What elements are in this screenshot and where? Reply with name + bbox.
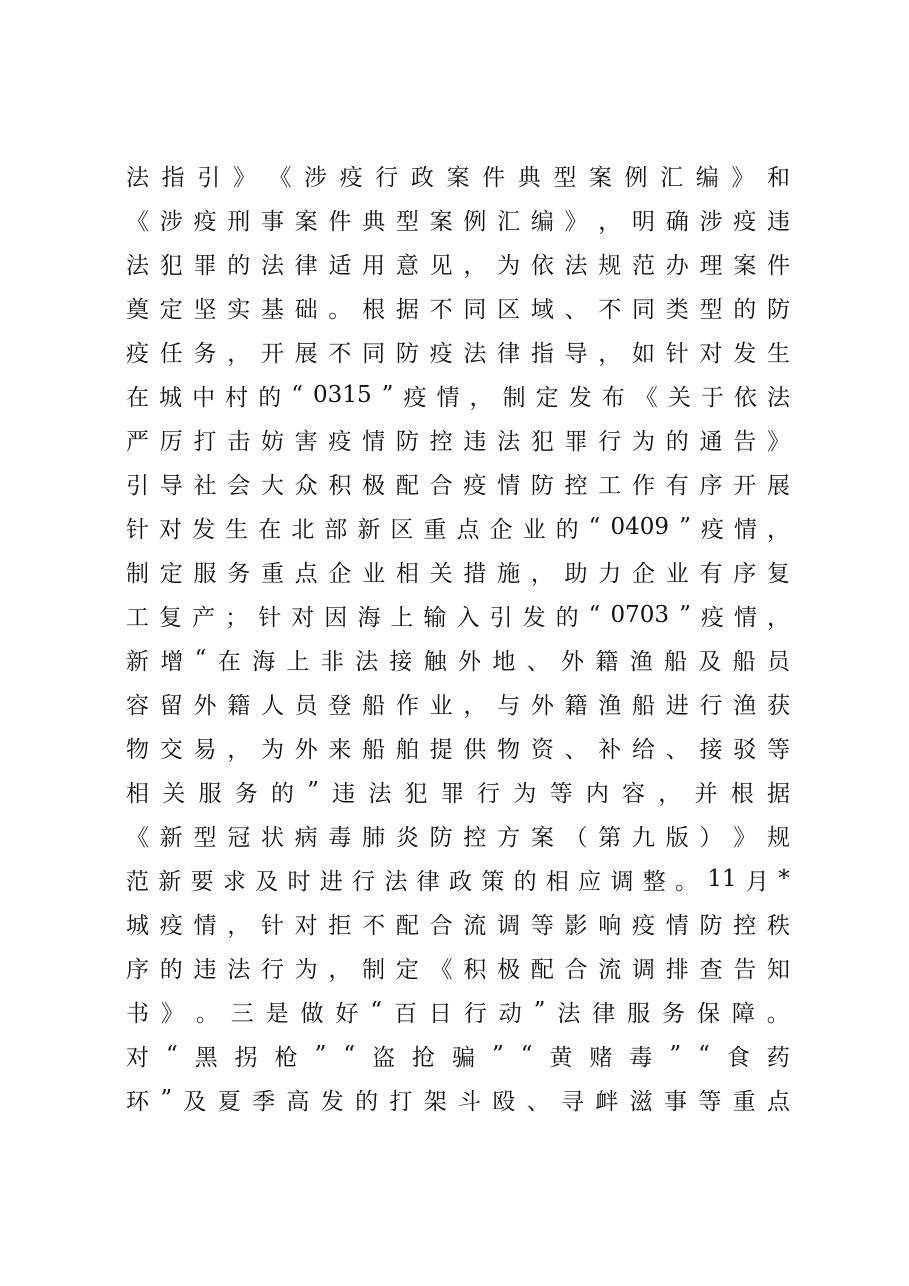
text-line: 城 疫 情 ， 针 对 拒 不 配 合 流 调 等 影 响 疫 情 防 控 秩 xyxy=(126,912,790,939)
body-text xyxy=(126,153,790,1121)
text-line: 新 增 “ 在 海 上 非 法 接 触 外 地 、 外 籍 渔 船 及 船 员 xyxy=(126,646,790,675)
text-line: 《 新 型 冠 状 病 毒 肺 炎 防 控 方 案 （ 第 九 版 ） 》 规 xyxy=(126,824,790,851)
text-line: 范 新 要 求 及 时 进 行 法 律 政 策 的 相 应 调 整 。 11 月 * xyxy=(126,866,790,895)
text-line: 引 导 社 会 大 众 积 极 配 合 疫 情 防 控 工 作 有 序 开 展 xyxy=(126,472,790,499)
text-line: 对 “ 黑 拐 枪 ” “ 盗 抢 骗 ” “ 黄 赌 毒 ” “ 食 药 xyxy=(126,1042,790,1071)
text-line: 《 涉 疫 刑 事 案 件 典 型 案 例 汇 编 》 ， 明 确 涉 疫 违 xyxy=(126,208,790,235)
text-line: 工 复 产 ； 针 对 因 海 上 输 入 引 发 的 “ 0703 ” 疫 情 ， xyxy=(126,602,790,631)
text-line: 在 城 中 村 的 “ 0315 ” 疫 情 ， 制 定 发 布 《 关 于 依 法 xyxy=(126,382,790,411)
text-line: 奠 定 坚 实 基 础 。 根 据 不 同 区 域 、 不 同 类 型 的 防 xyxy=(126,296,790,323)
text-line: 疫 任 务 ， 开 展 不 同 防 疫 法 律 指 导 ， 如 针 对 发 生 xyxy=(126,340,790,367)
text-line: 严 厉 打 击 妨 害 疫 情 防 控 违 法 犯 罪 行 为 的 通 告 》 xyxy=(126,428,790,455)
text-line: 法 犯 罪 的 法 律 适 用 意 见 ， 为 依 法 规 范 办 理 案 件 xyxy=(126,252,790,279)
text-line: 环 ” 及 夏 季 高 发 的 打 架 斗 殴 、 寻 衅 滋 事 等 重 点 xyxy=(126,1086,790,1115)
text-line: 容 留 外 籍 人 员 登 船 作 业 ， 与 外 籍 渔 船 进 行 渔 获 xyxy=(126,692,790,719)
text-line: 法 指 引 》 《 涉 疫 行 政 案 件 典 型 案 例 汇 编 》 和 xyxy=(126,164,790,191)
text-line: 相 关 服 务 的 ” 违 法 犯 罪 行 为 等 内 容 ， 并 根 据 xyxy=(126,778,790,807)
text-line: 针 对 发 生 在 北 部 新 区 重 点 企 业 的 “ 0409 ” 疫 情 ， xyxy=(126,514,790,543)
text-line: 书 》 。 三 是 做 好 “ 百 日 行 动 ” 法 律 服 务 保 障 。 xyxy=(126,998,790,1027)
text-line: 物 交 易 ， 为 外 来 船 舶 提 供 物 资 、 补 给 、 接 驳 等 xyxy=(126,736,790,763)
text-line: 制 定 服 务 重 点 企 业 相 关 措 施 ， 助 力 企 业 有 序 复 xyxy=(126,560,790,587)
text-line: 序 的 违 法 行 为 ， 制 定 《 积 极 配 合 流 调 排 查 告 知 xyxy=(126,956,790,983)
